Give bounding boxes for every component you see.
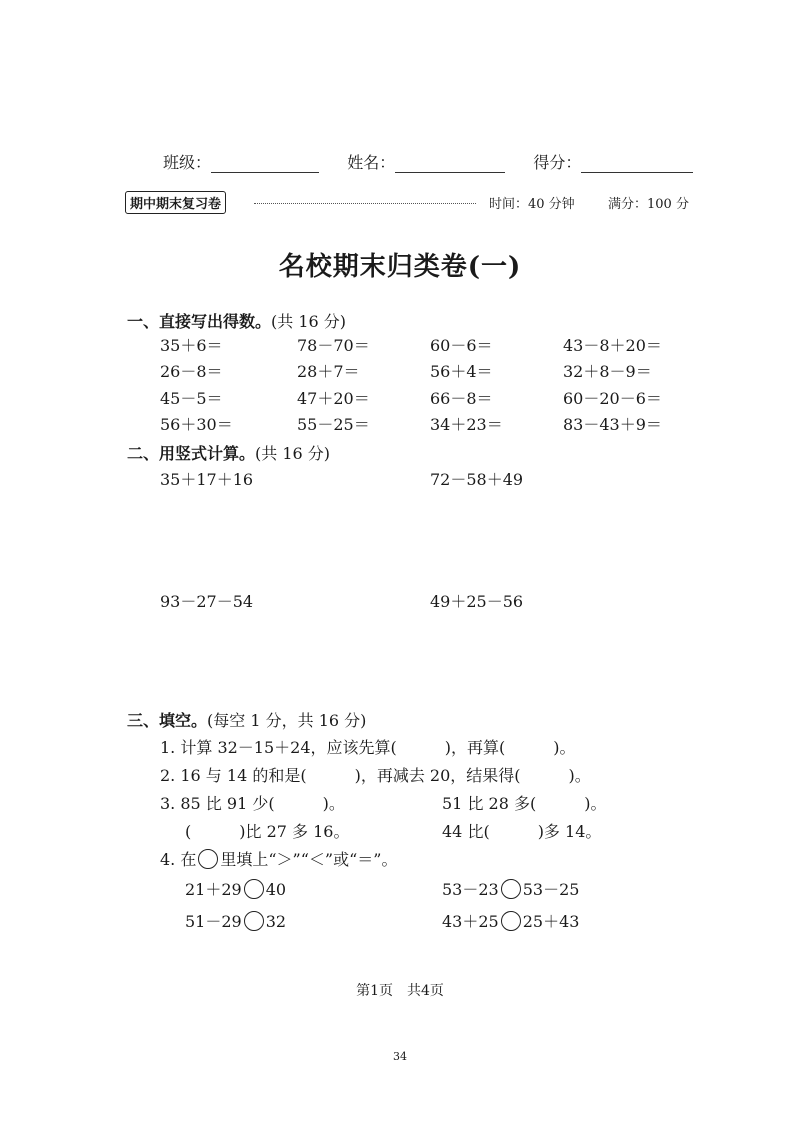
section3-heading [127,708,366,731]
vertical-calc-item: 35＋17＋16 [160,470,254,489]
compare-item [442,909,579,932]
compare-right: 32 [265,912,287,931]
arith-item: 56＋4＝ [430,362,493,381]
section2-heading-text: 二、用竖式计算。 [127,444,256,463]
name-label: 姓名： [347,153,396,172]
arith-item: 35＋6＝ [160,336,223,355]
compare-item [185,877,286,900]
compare-right: 40 [265,880,287,899]
fill-question-2: 2. 16 与 14 的和是( )，再减去 20，结果得( )。 [160,766,591,785]
compare-left: 43＋25 [442,912,499,931]
vertical-calc-item: 49＋25－56 [430,592,524,611]
full-score: 满分：100 分 [608,197,689,212]
arith-item: 55－25＝ [297,415,370,434]
circle-icon [198,849,218,869]
fill-question-3b: 51 比 28 多( )。 [442,794,607,813]
compare-right: 53－25 [522,880,580,899]
compare-right: 25＋43 [522,912,580,931]
page-title: 名校期末归类卷(一) [278,252,522,282]
vertical-calc-item: 72－58＋49 [430,470,524,489]
section2-heading [127,441,330,464]
arith-item: 60－6＝ [430,336,493,355]
arith-item: 45－5＝ [160,389,223,408]
compare-item [185,909,286,932]
name-field[interactable] [395,154,505,173]
vertical-calc-item: 93－27－54 [160,592,254,611]
fill-question-4 [160,847,397,870]
section1-heading-text: 一、直接写出得数。 [127,312,272,331]
section3-points: (每空 1 分，共 16 分) [207,711,367,730]
section3-heading-text: 三、填空。 [127,711,208,730]
compare-left: 21＋29 [185,880,242,899]
compare-circle-icon[interactable] [501,911,521,931]
score-field[interactable] [581,154,693,173]
dotted-divider [254,203,476,204]
header-fields [163,150,693,173]
arith-item: 83－43＋9＝ [563,415,662,434]
time-info: 时间：40 分钟 [489,197,575,212]
arith-item: 32＋8－9＝ [563,362,652,381]
arith-item: 78－70＝ [297,336,370,355]
fill-question-3a: 3. 85 比 91 少( )。 [160,794,345,813]
class-label: 班级： [163,153,212,172]
arith-item: 47＋20＝ [297,389,370,408]
q4-suffix: 里填上“＞”“＜”或“＝”。 [220,850,398,869]
compare-left: 53－23 [442,880,499,899]
score-label: 得分： [533,153,582,172]
arith-item: 26－8＝ [160,362,223,381]
section1-points: (共 16 分) [271,312,347,331]
compare-circle-icon[interactable] [244,911,264,931]
class-field[interactable] [211,154,319,173]
fill-question-3c: ( )比 27 多 16。 [185,822,350,841]
fill-question-3d: 44 比( )多 14。 [442,822,602,841]
arith-item: 43－8＋20＝ [563,336,662,355]
compare-left: 51－29 [185,912,242,931]
arith-item: 34＋23＝ [430,415,503,434]
compare-circle-icon[interactable] [244,879,264,899]
arith-item: 60－20－6＝ [563,389,662,408]
arith-item: 56＋30＝ [160,415,233,434]
q4-prefix: 4. 在 [160,850,197,869]
page-number: 34 [393,1050,407,1063]
section2-points: (共 16 分) [255,444,331,463]
exam-type-tag: 期中期末复习卷 [125,191,226,214]
arith-item: 28＋7＝ [297,362,360,381]
compare-item [442,877,579,900]
arith-item: 66－8＝ [430,389,493,408]
compare-circle-icon[interactable] [501,879,521,899]
page-footer: 第1页 共4页 [356,983,444,999]
section1-heading [127,309,346,332]
fill-question-1: 1. 计算 32－15＋24，应该先算( )，再算( )。 [160,738,576,757]
